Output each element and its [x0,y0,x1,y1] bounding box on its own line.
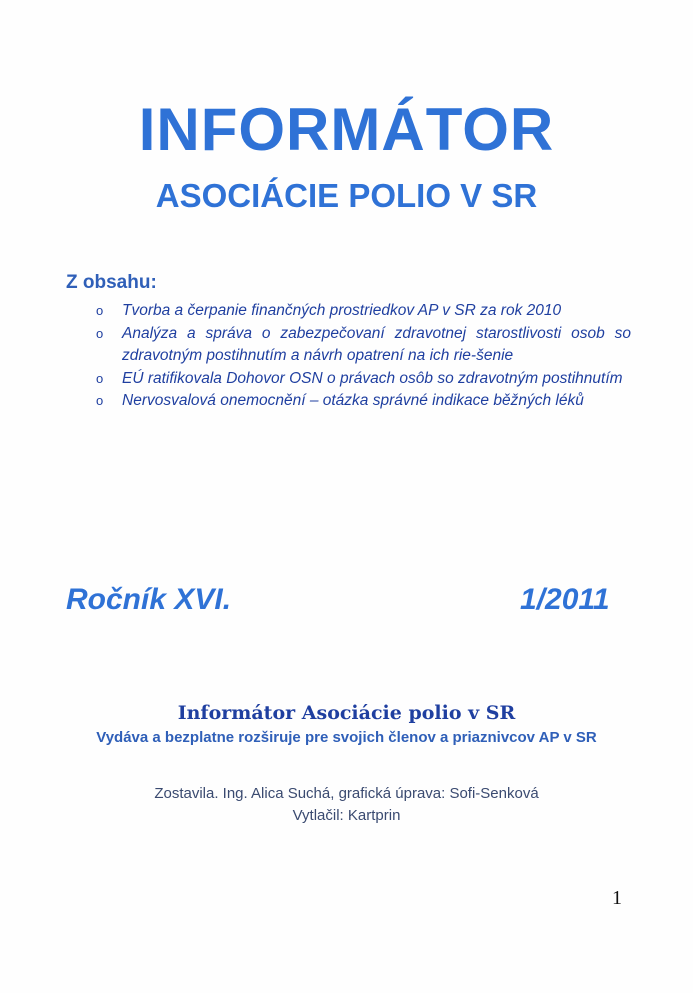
document-title: INFORMÁTOR [138,96,555,163]
credits-printer: Vytlačil: Kartprin [292,807,401,824]
document-subtitle: ASOCIÁCIE POLIO V SR [155,177,538,214]
page-number: 1 [612,887,622,909]
list-item [66,300,631,323]
issue-number: 1/2011 [520,583,610,616]
list-item [66,323,631,368]
bullet-circle-icon: o [96,393,104,408]
bullet-circle-icon: o [96,370,104,386]
volume-label: Ročník XVI. [66,583,232,616]
table-of-contents [66,270,631,413]
list-item-text: Tvorba a čerpanie finančných prostriedkov AP v SR za rok 2010 [122,302,562,319]
list-item-text: Analýza a správa o zabezpečovaní zdravotnej starostlivosti osob so zdravotným postihnutím a návrh opatrení na ich rie-šenie [122,324,631,364]
bullet-circle-icon: o [96,325,104,341]
list-item [66,390,631,413]
list-item-text: EÚ ratifikovala Dohovor OSN o právach osôb so zdravotným postihnutím [122,369,623,387]
credits-editor: Zostavila. Ing. Alica Suchá, grafická úprava: Sofi-Senková [154,785,539,802]
contents-list [66,300,631,413]
list-item-text: Nervosvalová onemocnění – otázka správné indikace běžných léků [122,392,584,409]
contents-heading: Z obsahu: [66,272,157,293]
credits [0,783,693,827]
publisher-title: Informátor Asociácie polio v SR [177,702,516,724]
publisher-description: Vydáva a bezplatne rozširuje pre svojich členov a priaznivcov AP v SR [96,729,597,746]
bullet-circle-icon: o [96,303,104,318]
list-item [66,368,631,391]
